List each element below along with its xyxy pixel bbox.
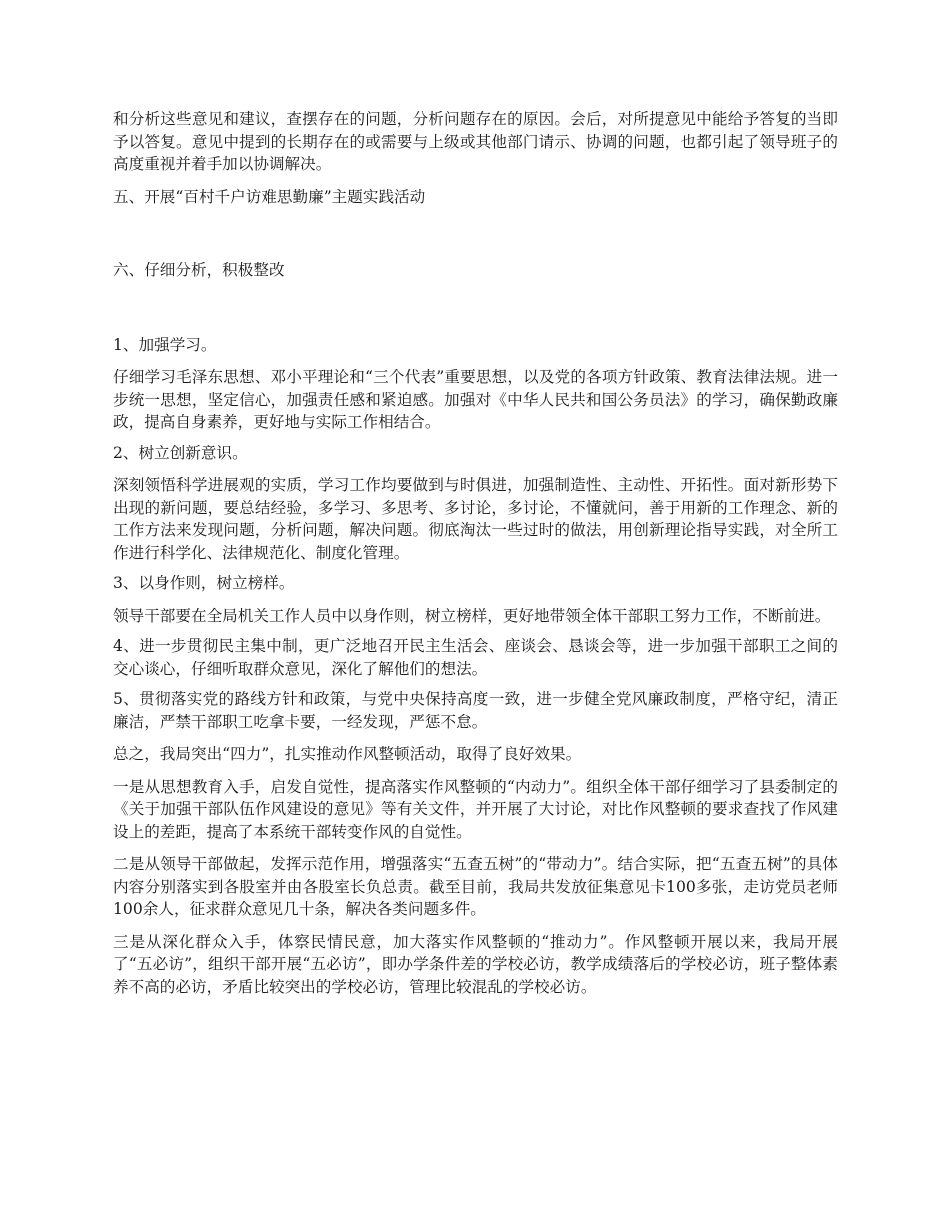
paragraph-intro: 和分析这些意见和建议，查摆存在的问题，分析问题存在的原因。会后，对所提意见中能给予答复的当即予以答复。意见中提到的长期存在的或需要与上级或其他部门请示、协调的问题，也都引起了领导班子的高度重视并着手加以协调解决。 bbox=[113, 110, 838, 173]
paragraph-second: 二是从领导干部做起，发挥示范作用，增强落实“五查五树”的“带动力”。结合实际，把“五查五树”的具体内容分别落实到各股室并由各股室长负总责。截至目前，我局共发放征集意见卡100多张，走访党员老师100余人，征求群众意见几十条，解决各类问题多件。 bbox=[113, 855, 838, 918]
paragraph-third: 三是从深化群众入手，体察民情民意，加大落实作风整顿的“推动力”。作风整顿开展以来，我局开展了“五必访”，组织干部开展“五必访”，即办学条件差的学校必访，教学成绩落后的学校必访，班子整体素养不高的必访，矛盾比较突出的学校必访，管理比较混乱的学校必访。 bbox=[113, 932, 838, 996]
section-heading-6: 六、仔细分析，积极整改 bbox=[113, 261, 285, 279]
item-heading-2: 2、树立创新意识。 bbox=[113, 443, 248, 462]
paragraph-item-5: 5、贯彻落实党的路线方针和政策，与党中央保持高度一致，进一步健全党风廉政制度，严格守纪，清正廉洁，严禁干部职工吃拿卡要，一经发现，严惩不怠。 bbox=[113, 690, 838, 731]
section-heading-5: 五、开展“百村千户访难思勤廉”主题实践活动 bbox=[113, 187, 426, 206]
item-heading-3: 3、以身作则，树立榜样。 bbox=[113, 574, 295, 592]
paragraph-example: 领导干部要在全局机关工作人员中以身作则，树立榜样，更好地带领全体干部职工努力工作，不断前进。 bbox=[113, 606, 831, 625]
paragraph-summary: 总之，我局突出“四力”，扎实推动作风整顿活动，取得了良好效果。 bbox=[113, 745, 582, 763]
paragraph-first: 一是从思想教育入手，启发自觉性，提高落实作风整顿的“内动力”。组织全体干部仔细学习了县委制定的《关于加强干部队伍作风建设的意见》等有关文件，并开展了大讨论，对比作风整顿的要求查找了作风建设上的差距，提高了本系统干部转变作风的自觉性。 bbox=[113, 777, 838, 841]
paragraph-study: 仔细学习毛泽东思想、邓小平理论和“三个代表”重要思想，以及党的各项方针政策、教育法律法规。进一步统一思想，坚定信心，加强责任感和紧迫感。加强对《中华人民共和国公务员法》的学习，确保勤政廉政，提高自身素养，更好地与实际工作相结合。 bbox=[113, 368, 838, 431]
paragraph-innovation: 深刻领悟科学进展观的实质，学习工作均要做到与时俱进，加强制造性、主动性、开拓性。面对新形势下出现的新问题，要总结经验，多学习、多思考、多讨论，多讨论，不懂就问，善于用新的工作理念、新的工作方法来发现问题，分析问题，解决问题。彻底淘汰一些过时的做法，用创新理论指导实践，对全所工作进行科学化、法律规范化、制度化管理。 bbox=[113, 476, 838, 562]
document-body bbox=[113, 108, 838, 998]
item-heading-1: 1、加强学习。 bbox=[113, 335, 217, 354]
paragraph-item-4: 4、进一步贯彻民主集中制，更广泛地召开民主生活会、座谈会、恳谈会等，进一步加强干部职工之间的交心谈心，仔细听取群众意见，深化了解他们的想法。 bbox=[113, 637, 838, 678]
